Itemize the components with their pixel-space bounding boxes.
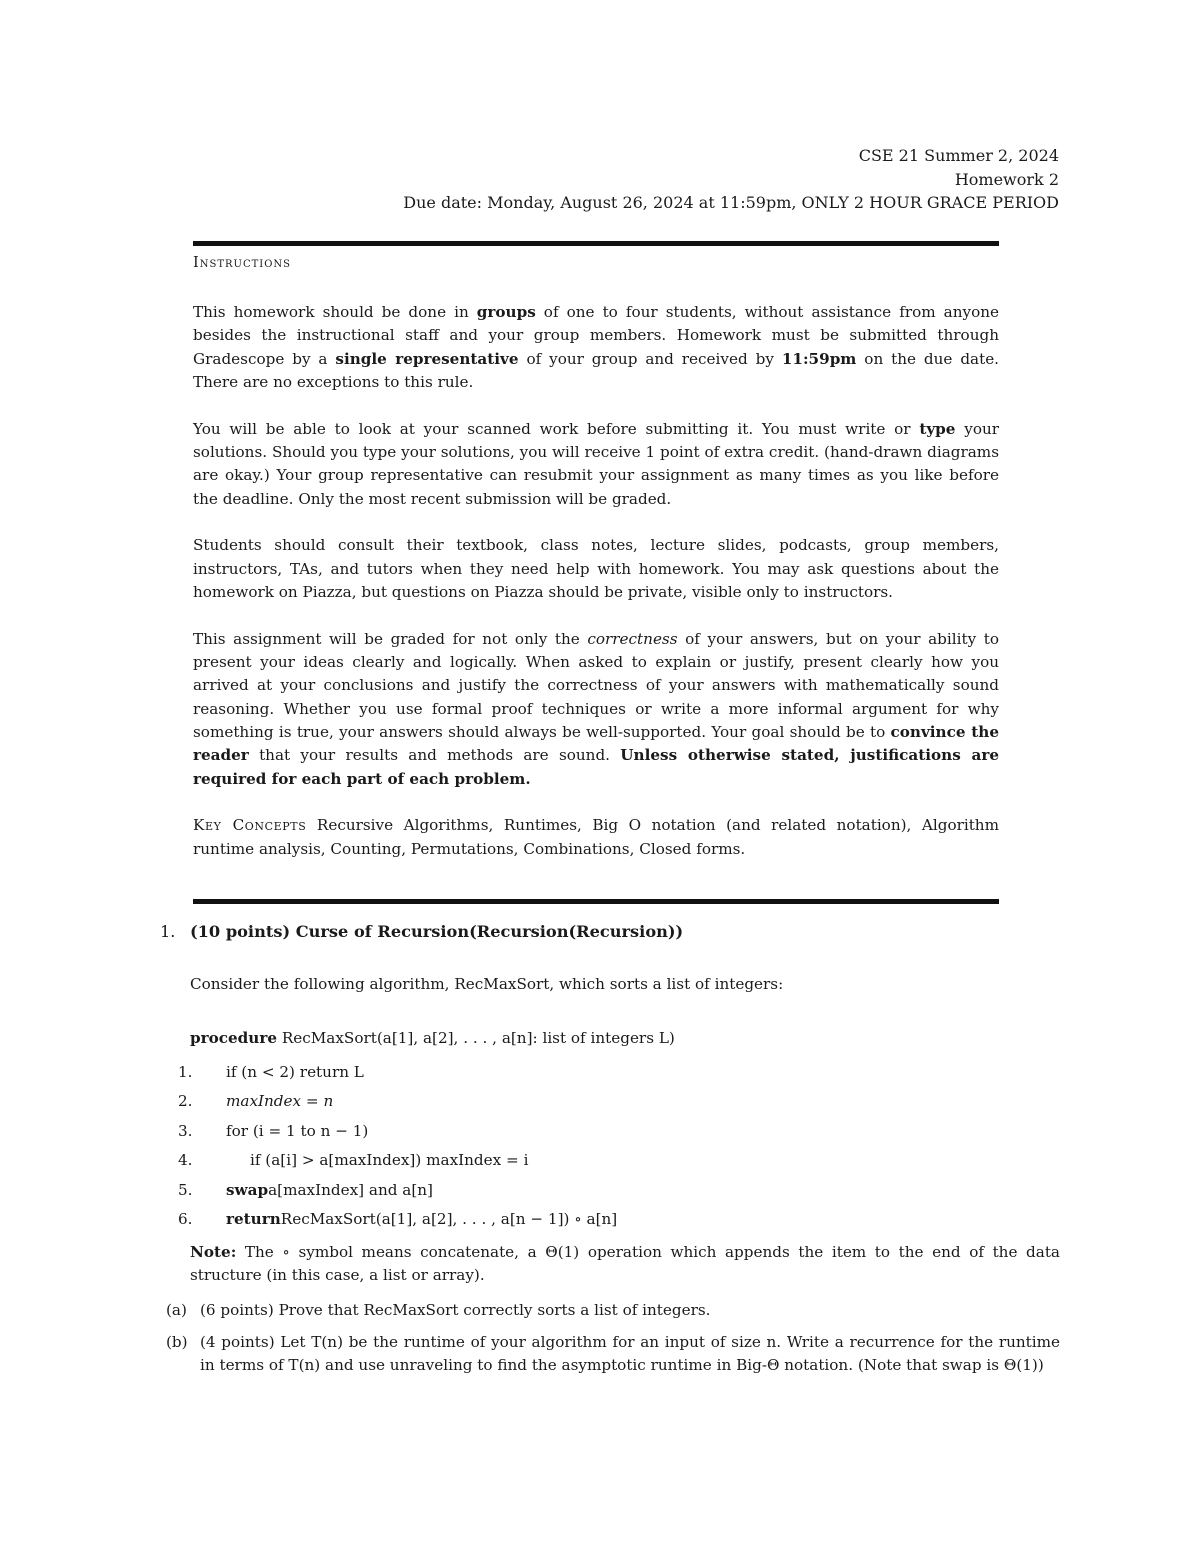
p4-text-a: This assignment will be graded for not only the <box>193 629 588 648</box>
problem-part-a <box>160 1299 1060 1322</box>
problem-1 <box>160 920 1060 1385</box>
procedure-signature <box>190 1027 1060 1050</box>
due-date: Due date: Monday, August 26, 2024 at 11:59pm, ONLY 2 HOUR GRACE PERIOD <box>403 193 1059 212</box>
part-label: (a) <box>166 1301 187 1320</box>
algorithm-steps <box>160 1058 1060 1235</box>
p1-text-e: of your group and received by <box>518 349 782 368</box>
instructions-body <box>193 301 999 884</box>
procedure-keyword: procedure <box>190 1028 277 1047</box>
paragraph-grading <box>193 628 999 791</box>
note-label: Note: <box>190 1242 237 1261</box>
step-text: for (i = 1 to n − 1) <box>226 1121 369 1140</box>
procedure-name: RecMaxSort(a[1], a[2], . . . , a[n]: list of integers L) <box>277 1028 675 1047</box>
p1-bold-groups: groups <box>476 303 536 321</box>
step-text: if (a[i] > a[maxIndex]) maxIndex = i <box>250 1151 529 1170</box>
p4-italic-correctness: correctness <box>587 629 678 648</box>
bottom-divider <box>193 899 999 904</box>
algorithm-step <box>160 1176 1060 1206</box>
paragraph-groups <box>193 301 999 394</box>
problem-parts <box>160 1299 1060 1377</box>
part-text: (6 points) Prove that RecMaxSort correctly sorts a list of integers. <box>200 1301 711 1320</box>
p2-text-a: You will be able to look at your scanned work before submitting it. You must write or <box>193 419 920 438</box>
algorithm-step <box>160 1205 1060 1235</box>
p2-text-c: your solutions. Should you type your solutions, you will receive 1 point of extra credit. (hand-drawn diagrams are okay.) Your group representative can resubmit your assignment as many times as you like before the deadline. Only the most recent submission will be graded. <box>193 419 1000 508</box>
step-number: 6. <box>178 1210 193 1229</box>
step-number: 3. <box>178 1121 193 1140</box>
p4-bold-convince: convince the reader <box>193 722 999 765</box>
p1-text-c: of one to four students, without assistance from anyone besides the instructional staff and your group members. Homework must be submitted through Gradescope by a <box>193 303 1000 368</box>
p4-text-c: of your answers, but on your ability to present your ideas clearly and logically. When asked to explain or justify, present clearly how you arrived at your conclusions and justify the correctness of your answers with mathematically sound reasoning. Whether you use formal proof techniques or write a more informal argument for why something is true, your answers should always be well-supported. Your goal should be to <box>193 629 1000 741</box>
step-text: maxIndex = n <box>226 1092 334 1111</box>
problem-number: 1. <box>160 922 176 941</box>
problem-part-b <box>160 1331 1060 1378</box>
document-header <box>403 144 1059 215</box>
p4-bold-justifications: Unless otherwise stated, justifications are required for each part of each problem. <box>193 746 999 788</box>
step-number: 2. <box>178 1092 193 1111</box>
assignment-title: Homework 2 <box>954 169 1059 189</box>
step-text: RecMaxSort(a[1], a[2], . . . , a[n − 1]) ∘ a[n] <box>280 1210 618 1229</box>
problem-intro: Consider the following algorithm, RecMaxSort, which sorts a list of integers: <box>190 975 784 994</box>
problem-1-heading <box>160 920 1060 943</box>
step-number: 5. <box>178 1180 193 1199</box>
step-text: if (n < 2) return L <box>226 1062 364 1081</box>
key-concepts-label: Key Concepts <box>193 816 307 835</box>
p4-text-e: that your results and methods are sound. <box>248 746 621 765</box>
step-text: a[maxIndex] and a[n] <box>268 1180 433 1199</box>
problem-title: (10 points) Curse of Recursion(Recursion(Recursion)) <box>190 922 684 941</box>
algorithm-step <box>160 1146 1060 1176</box>
course-title: CSE 21 Summer 2, 2024 <box>858 146 1059 165</box>
key-concepts-text: Recursive Algorithms, Runtimes, Big O notation (and related notation), Algorithm runtime analysis, Counting, Permutations, Combinations, Closed forms. <box>193 816 999 858</box>
p1-bold-time: 11:59pm <box>781 349 857 368</box>
paragraph-submission <box>193 418 999 511</box>
top-divider <box>193 241 999 246</box>
step-number: 1. <box>178 1062 193 1081</box>
algorithm-step <box>160 1087 1060 1117</box>
p2-bold-type: type <box>919 419 956 438</box>
note <box>190 1241 1060 1288</box>
note-text: The ∘ symbol means concatenate, a Θ(1) operation which appends the item to the end of the data structure (in this case, a list or array). <box>190 1242 1060 1285</box>
step-number: 4. <box>178 1151 193 1170</box>
p1-bold-representative: single representative <box>335 349 519 368</box>
paragraph-key-concepts <box>193 814 999 861</box>
p1-text-g: on the due date. There are no exceptions to this rule. <box>193 349 1000 391</box>
part-label: (b) <box>166 1332 188 1351</box>
algorithm-step <box>160 1117 1060 1147</box>
instructions-heading: Instructions <box>193 255 292 271</box>
step-keyword: return <box>226 1210 281 1229</box>
p1-text-a: This homework should be done in <box>193 303 477 321</box>
algorithm-step <box>160 1058 1060 1088</box>
part-text: (4 points) Let T(n) be the runtime of your algorithm for an input of size n. Write a recurrence for the runtime in terms of T(n) and use unraveling to find the asymptotic runtime in Big-Θ notation. (Note that swap is Θ(1)) <box>200 1332 1060 1375</box>
paragraph-resources: Students should consult their textbook, class notes, lecture slides, podcasts, group members, instructors, TAs, and tutors when they need help with homework. You may ask questions about the homework on Piazza, but questions on Piazza should be private, visible only to instructors. <box>193 536 999 601</box>
step-keyword: swap <box>226 1180 269 1199</box>
